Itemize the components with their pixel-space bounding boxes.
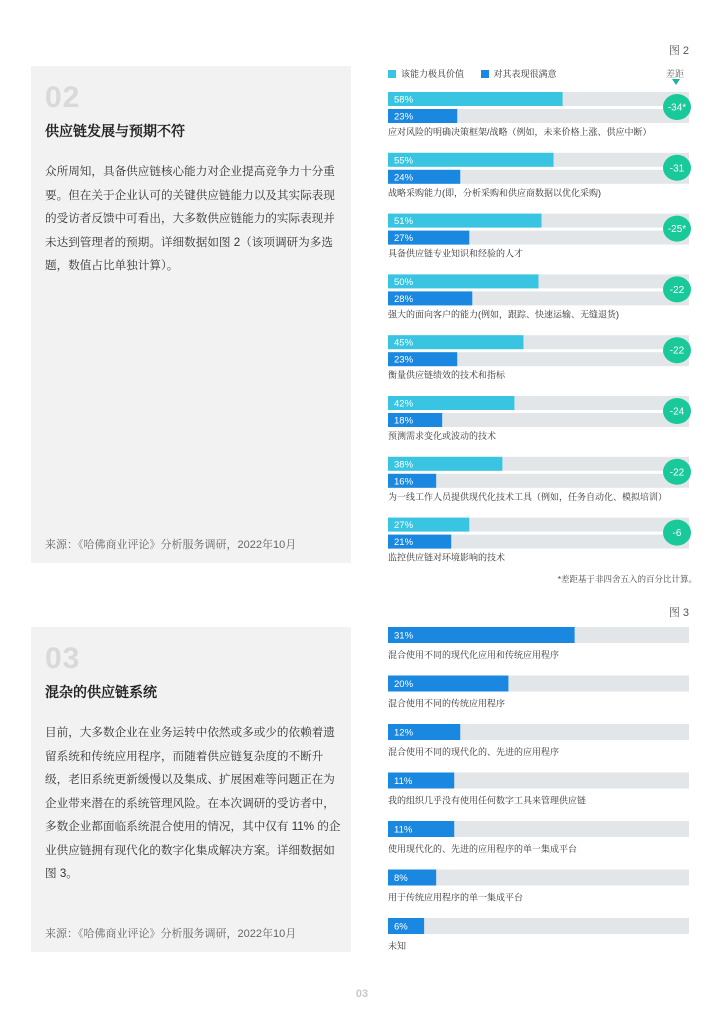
category-label: 衡量供应链绩效的技术和指标 — [388, 370, 506, 381]
page-number: 03 — [355, 988, 369, 1000]
category-label: 强大的面向客户的能力(例如，跟踪、快速运输、无缝退货) — [388, 309, 619, 320]
gap-header: 差距 — [666, 69, 685, 79]
data-label: 8% — [394, 873, 408, 884]
category-label: 具备供应链专业知识和经验的人才 — [388, 248, 524, 259]
source-note: 来源：《哈佛商业评论》分析服务调研，2022年10月 — [45, 928, 297, 940]
category-label: 未知 — [388, 941, 407, 951]
data-label-satisfied: 16% — [394, 476, 414, 488]
data-label: 20% — [394, 679, 414, 690]
data-label-valued: 58% — [394, 94, 414, 106]
legend-label: 对其表现很满意 — [493, 69, 557, 79]
category-label: 混合使用不同的现代化的、先进的应用程序 — [388, 747, 560, 757]
category-label: 监控供应链对环境影响的技术 — [388, 552, 506, 563]
data-label-valued: 38% — [394, 459, 414, 471]
category-label: 应对风险的明确决策框架/战略（例如，未来价格上涨、供应中断） — [388, 127, 652, 137]
data-label: 11% — [394, 824, 413, 836]
data-label: 11% — [394, 776, 413, 787]
data-label: 31% — [394, 630, 414, 642]
category-label: 预测需求变化或波动的技术 — [388, 431, 497, 441]
category-label: 混合使用不同的现代化应用和传统应用程序 — [388, 650, 560, 660]
section-body: 目前，大多数企业在业务运转中依然或多或少的依赖着遗留系统和传统应用程序，而随着供应链复杂度的不断升级，老旧系统更新缓慢以及集成、扩展困难等问题正在为企业带来潜在的系统管理风险。在本次调研的受访者中，多数企业都面临系统混合使用的情况，其中仅有 11% 的企业供应链拥有现代化的数字化集成解决方案。详细数据如图 3。 — [45, 726, 341, 880]
legend-label: 该能力极具价值 — [401, 69, 465, 79]
bar-valued — [388, 92, 563, 106]
gap-value: -24 — [669, 406, 685, 418]
data-label-valued: 45% — [394, 337, 414, 349]
data-label-valued: 50% — [394, 276, 414, 288]
data-label-satisfied: 27% — [394, 233, 414, 245]
data-label-satisfied: 23% — [394, 111, 414, 123]
section-number: 03 — [45, 642, 81, 675]
data-label-valued: 27% — [394, 520, 414, 532]
data-label: 6% — [394, 921, 408, 933]
category-label: 为一线工作人员提供现代化技术工具（例如，任务自动化、模拟培训） — [388, 491, 668, 502]
chart-footnote: *差距基于非四舍五入的百分比计算。 — [557, 574, 697, 584]
gap-value: -34* — [667, 102, 687, 114]
data-label: 12% — [394, 727, 414, 739]
data-label-valued: 55% — [394, 155, 414, 167]
data-label-valued: 51% — [394, 216, 414, 228]
source-note: 来源：《哈佛商业评论》分析服务调研，2022年10月 — [45, 539, 297, 551]
figure-3-label: 图 3 — [668, 607, 689, 619]
category-label: 使用现代化的、先进的应用程序的单一集成平台 — [388, 844, 578, 854]
category-label: 战略采购能力(即，分析采购和供应商数据以优化采购) — [388, 187, 601, 198]
gap-value: -25* — [667, 224, 687, 236]
section-title: 供应链发展与预期不符 — [45, 123, 185, 139]
data-label-valued: 42% — [394, 398, 414, 410]
section-title: 混杂的供应链系统 — [45, 684, 157, 700]
gap-value: -22 — [669, 284, 685, 296]
bar-value — [388, 627, 575, 643]
section-number: 02 — [45, 81, 81, 114]
gap-value: -22 — [669, 467, 685, 479]
data-label-satisfied: 21% — [394, 537, 414, 549]
data-label-satisfied: 23% — [394, 354, 414, 366]
data-label-satisfied: 18% — [394, 415, 414, 427]
data-label-satisfied: 28% — [394, 293, 414, 305]
category-label: 用于传统应用程序的单一集成平台 — [388, 892, 524, 903]
data-label-satisfied: 24% — [394, 172, 414, 184]
gap-value: -6 — [672, 528, 682, 540]
figure-2-label: 图 2 — [668, 45, 689, 57]
gap-value: -22 — [669, 345, 685, 357]
category-label: 我的组织几乎没有使用任何数字工具来管理供应链 — [388, 795, 587, 806]
gap-value: -31 — [669, 163, 685, 175]
bar-track — [388, 918, 689, 934]
section-body: 众所周知，具备供应链核心能力对企业提高竞争力十分重要。但在关于企业认可的关键供应链能力以及其实际表现的受访者反馈中可看出，大多数供应链能力的实际表现并未达到管理者的预期。详细数据如图 2（该项调研为多选题，数值占比单独计算）。 — [45, 165, 335, 272]
category-label: 混合使用不同的传统应用程序 — [388, 698, 506, 709]
